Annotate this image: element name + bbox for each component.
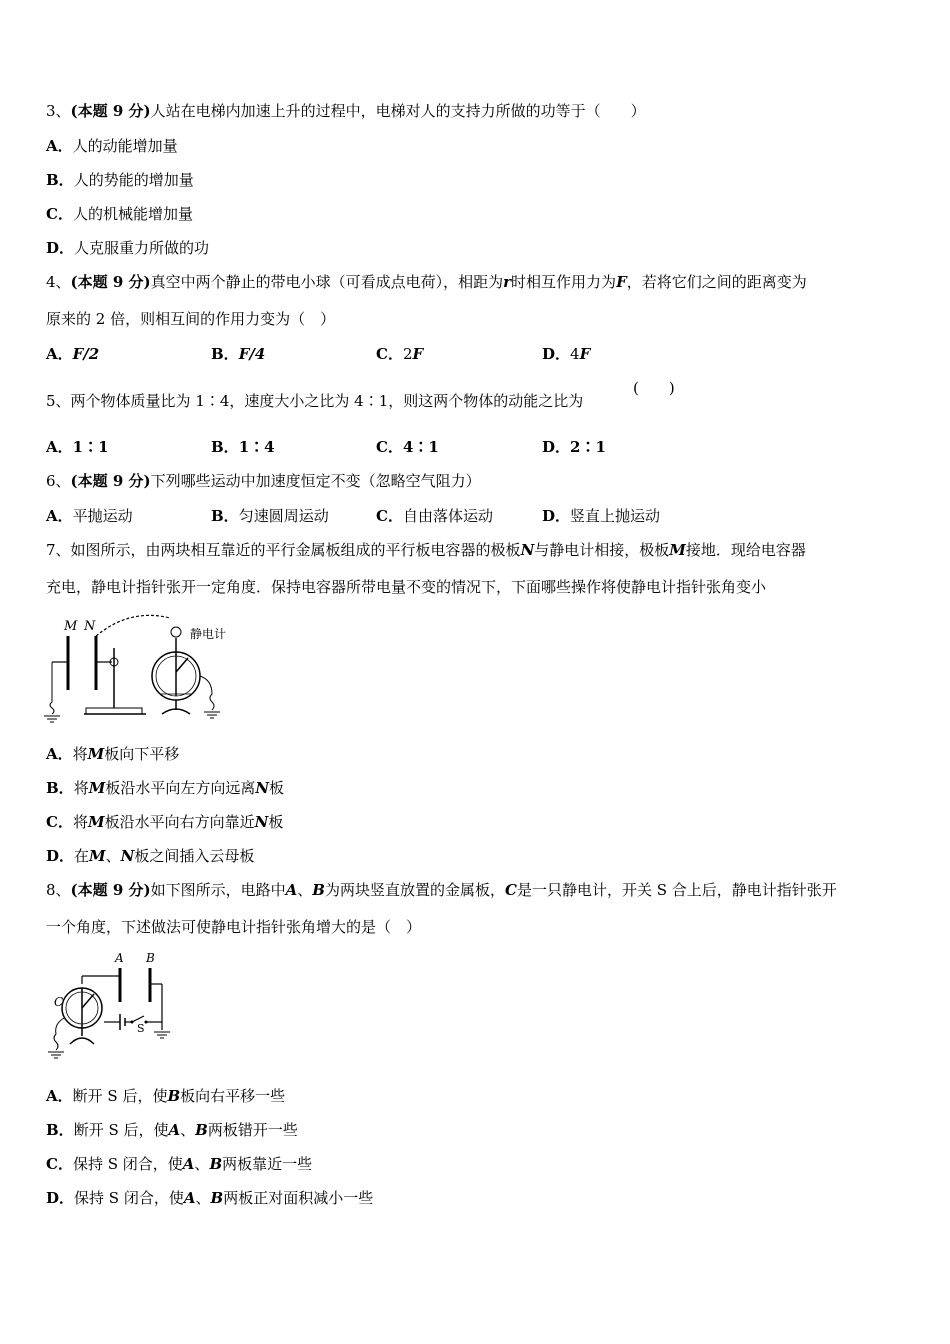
question-5-bracket: ( ): [633, 379, 675, 397]
question-3-option-b: B．人的势能的增加量: [46, 171, 194, 189]
question-8-option-c: C．保持 S 闭合，使A、B两板靠近一些: [46, 1155, 313, 1173]
figure-label-s: S: [137, 1022, 145, 1035]
figure-label-b: B: [146, 951, 155, 965]
figure-label-c: C: [54, 995, 64, 1009]
question-3-option-a: A．人的动能增加量: [46, 137, 178, 155]
question-8-stem-line1: 8、(本题 9 分)如下图所示，电路中A、B为两块竖直放置的金属板，C是一只静电计，开关 S 合上后，静电计指针张开: [46, 881, 837, 899]
question-7-stem-line2: 充电，静电计指针张开一定角度．保持电容器所带电量不变的情况下，下面哪些操作将使静电计指针张角变小: [46, 578, 767, 596]
question-7-option-d: D．在M、N板之间插入云母板: [46, 847, 255, 865]
question-8-option-b: B．断开 S 后，使A、B两板错开一些: [46, 1121, 298, 1139]
question-8-option-a: A．断开 S 后，使B板向右平移一些: [46, 1087, 286, 1105]
question-7-option-b: B．将M板沿水平向左方向远离N板: [46, 779, 285, 797]
question-8-option-d: D．保持 S 闭合，使A、B两板正对面积减小一些: [46, 1189, 374, 1207]
question-6-option-b: B．匀速圆周运动: [211, 507, 329, 525]
question-6-stem: 6、(本题 9 分)下列哪些运动中加速度恒定不变（忽略空气阻力）: [46, 472, 481, 490]
question-4-option-b: B．F/4: [211, 345, 266, 363]
question-4-option-a: A．F/2: [46, 345, 100, 363]
figure-label-a: A: [115, 951, 124, 965]
question-3-stem: 3、(本题 9 分)人站在电梯内加速上升的过程中，电梯对人的支持力所做的功等于（ ）: [46, 102, 646, 120]
question-5-option-b: B．1∶4: [211, 438, 275, 456]
question-5-option-d: D．2∶1: [542, 438, 606, 456]
question-7-stem-line1: 7、如图所示，由两块相互靠近的平行金属板组成的平行板电容器的极板N与静电计相接，极板M接地．现给电容器: [46, 541, 806, 559]
question-5-option-a: A．1∶1: [46, 438, 109, 456]
circuit-electroscope-figure: [40, 948, 180, 1064]
question-5-stem: 5、两个物体质量比为 1∶4，速度大小之比为 4∶1，则这两个物体的动能之比为: [46, 392, 584, 410]
question-4-stem-line2: 原来的 2 倍，则相互间的作用力变为（ ）: [46, 310, 336, 328]
question-7-option-c: C．将M板沿水平向右方向靠近N板: [46, 813, 284, 831]
question-8-stem-line2: 一个角度，下述做法可使静电计指针张角增大的是（ ）: [46, 918, 422, 936]
figure-label-n: N: [84, 619, 96, 634]
question-6-option-c: C．自由落体运动: [376, 507, 493, 525]
capacitor-electroscope-figure: [40, 610, 240, 726]
question-4-option-c: C．2F: [376, 345, 424, 363]
question-3-option-d: D．人克服重力所做的功: [46, 239, 210, 257]
question-5-option-c: C．4∶1: [376, 438, 439, 456]
figure-label-meter: 静电计: [190, 627, 227, 641]
question-4-stem-line1: 4、(本题 9 分)真空中两个静止的带电小球（可看成点电荷），相距为r时相互作用力为F，若将它们之间的距离变为: [46, 273, 807, 291]
question-6-option-a: A．平抛运动: [46, 507, 133, 525]
figure-label-m: M: [64, 619, 78, 634]
question-7-option-a: A．将M板向下平移: [46, 745, 180, 763]
question-4-option-d: D．4F: [542, 345, 591, 363]
question-3-option-c: C．人的机械能增加量: [46, 205, 193, 223]
question-6-option-d: D．竖直上抛运动: [542, 507, 661, 525]
